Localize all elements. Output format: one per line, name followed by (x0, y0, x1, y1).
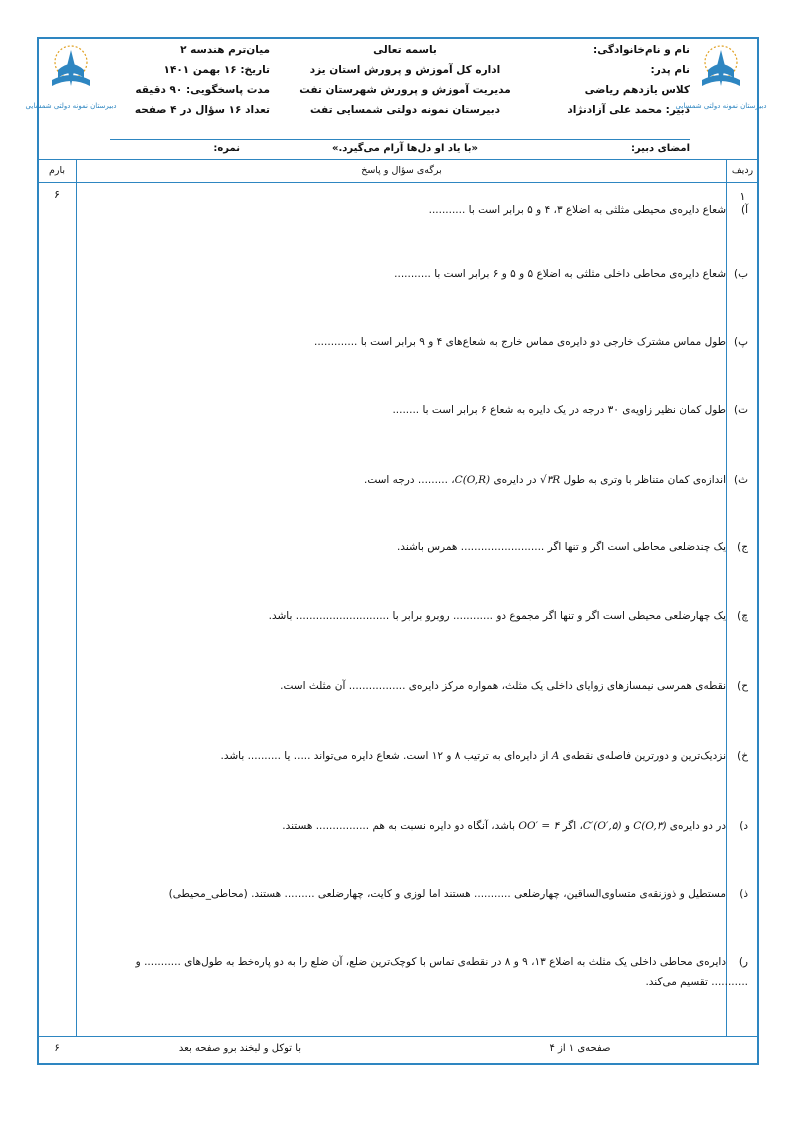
chord-length-math: √۳R (539, 474, 561, 486)
footer-total-score: ۶ (54, 1043, 60, 1054)
footer-note: با توکل و لبخند برو صفحه بعد (178, 1043, 302, 1054)
item-label: ت) (734, 404, 748, 416)
teacher-signature-label: امضای دبیر: (630, 143, 690, 154)
item-text: نقطه‌ی همرسی نیمسازهای زوایای داخلی یک مثلث، همواره مرکز دایره‌ی ................. آن مثلث است. (280, 680, 726, 692)
item-text: دایره‌ی محاطی داخلی یک مثلث به اضلاع ۱۳، ۹ و ۸ در نقطه‌ی تماس با کوچک‌ترین ضلع، آن ضلع را به دو پاره‌خط به طول‌های ........... و ........... تقسیم می‌کند. (135, 956, 748, 988)
item-text: اندازه‌ی کمان متناظر با وتری به طول (563, 474, 726, 486)
list-item (108, 200, 748, 220)
item-text: طول مماس مشترک خارجی دو دایره‌ی مماس خارج به شعاع‌های ۴ و ۹ برابر است با ............. (314, 336, 726, 348)
item-label: د) (739, 820, 748, 832)
list-item (108, 537, 748, 557)
question-number: ۱ (739, 190, 746, 203)
circle-two-math: C′(O′,۵) (582, 820, 622, 832)
item-text: در دو دایره‌ی (669, 820, 726, 832)
item-text: مستطیل و ذوزنقه‌ی متساوی‌الساقین، چهارضلعی ........... هستند اما لوزی و کایت، چهارضلعی ......... هستند. (محاطی_محیطی) (168, 888, 726, 900)
exam-title: میان‌ترم هندسه ۲ (180, 44, 270, 56)
center-distance-math: OO′ = ۴ (518, 820, 560, 832)
list-item (108, 606, 748, 626)
item-text: نزدیک‌ترین و دورترین فاصله‌ی نقطه‌ی (562, 750, 726, 762)
list-item (108, 264, 748, 284)
column-header-score: بارم (48, 165, 65, 176)
column-header-title: برگه‌ی سؤال و پاسخ (361, 165, 442, 176)
province-office: اداره کل آموزش و پرورش استان یزد (309, 64, 501, 76)
item-label: ذ) (739, 888, 748, 900)
row-column-divider (726, 159, 727, 1036)
list-item (108, 952, 748, 992)
item-text: طول کمان نظیر زاویه‌ی ۳۰ درجه در یک دایره به شعاع ۶ برابر است با ........ (392, 404, 726, 416)
list-item (108, 332, 748, 352)
school-name: دبیرستان نمونه دولتی شمسایی تفت (309, 104, 501, 116)
item-text: و (624, 820, 630, 832)
point-math: A (551, 750, 560, 762)
basmala: باسمه تعالی (373, 44, 437, 56)
item-text: شعاع دایره‌ی محیطی مثلثی به اضلاع ۳، ۴ و ۵ برابر است با ........... (428, 204, 726, 216)
item-text: در دایره‌ی (493, 474, 537, 486)
item-label: پ) (734, 336, 748, 348)
item-label: آ) (740, 204, 748, 216)
motto: «با یاد او دل‌ها آرام می‌گیرد.» (332, 143, 478, 154)
grade-label: نمره: (213, 143, 240, 154)
school-logo-left (25, 40, 117, 120)
item-label: ح) (737, 680, 748, 692)
exam-duration: مدت پاسخگویی: ۹۰ دقیقه (135, 84, 270, 96)
page-number: صفحه‌ی ۱ از ۴ (549, 1043, 611, 1054)
list-item (108, 746, 748, 766)
item-text: ، اگر (562, 820, 583, 832)
table-top-border (38, 159, 758, 160)
list-item (108, 400, 748, 420)
logo-caption: دبیرستان نمونه دولتی شمسایی (25, 102, 117, 110)
list-item (108, 816, 748, 836)
table-bottom-border (38, 1036, 758, 1037)
class-label: کلاس یازدهم ریاضی (584, 84, 690, 96)
teacher-label: دبیر: محمد علی آزادنژاد (567, 104, 690, 116)
question-count: تعداد ۱۶ سؤال در ۴ صفحه (134, 104, 270, 116)
item-label: ث) (734, 474, 748, 486)
item-text: باشد، آنگاه دو دایره نسبت به هم ................ هستند. (282, 820, 516, 832)
question-score: ۶ (54, 188, 60, 201)
item-label: خ) (737, 750, 748, 762)
item-label: چ) (737, 610, 748, 622)
school-logo-right (675, 40, 767, 120)
city-office: مدیریت آموزش و پرورش شهرستان تفت (299, 84, 511, 96)
column-header-row: ردیف (731, 165, 754, 176)
table-header-border (38, 182, 758, 183)
item-text: ، ......... درجه است. (363, 474, 455, 486)
item-label: ر) (738, 956, 748, 968)
item-text: یک چهارضلعی محیطی است اگر و تنها اگر مجموع دو ............ روبرو برابر با ............................ باشد. (268, 610, 726, 622)
student-name-label: نام و نام‌خانوادگی: (593, 44, 690, 56)
list-item (108, 470, 748, 490)
list-item (108, 884, 748, 904)
exam-date: تاریخ: ۱۶ بهمن ۱۴۰۱ (163, 64, 270, 76)
item-label: ج) (737, 541, 748, 553)
list-item (108, 676, 748, 696)
circle-one-math: C(O,۳) (633, 820, 667, 832)
circle-math: C(O,R) (454, 474, 491, 486)
header-divider (110, 139, 690, 140)
item-label: ب) (734, 268, 748, 280)
item-text: از دایره‌ای به ترتیب ۸ و ۱۲ است. شعاع دایره می‌تواند ..... یا .......... باشد. (220, 750, 549, 762)
logo-caption: دبیرستان نمونه دولتی شمسایی (675, 102, 767, 110)
item-text: شعاع دایره‌ی محاطی داخلی مثلثی به اضلاع ۵ و ۵ و ۶ برابر است با ........... (394, 268, 726, 280)
item-text: یک چندضلعی محاطی است اگر و تنها اگر ......................... همرس باشند. (396, 541, 726, 553)
father-name-label: نام پدر: (650, 64, 690, 76)
score-column-divider (76, 159, 77, 1036)
